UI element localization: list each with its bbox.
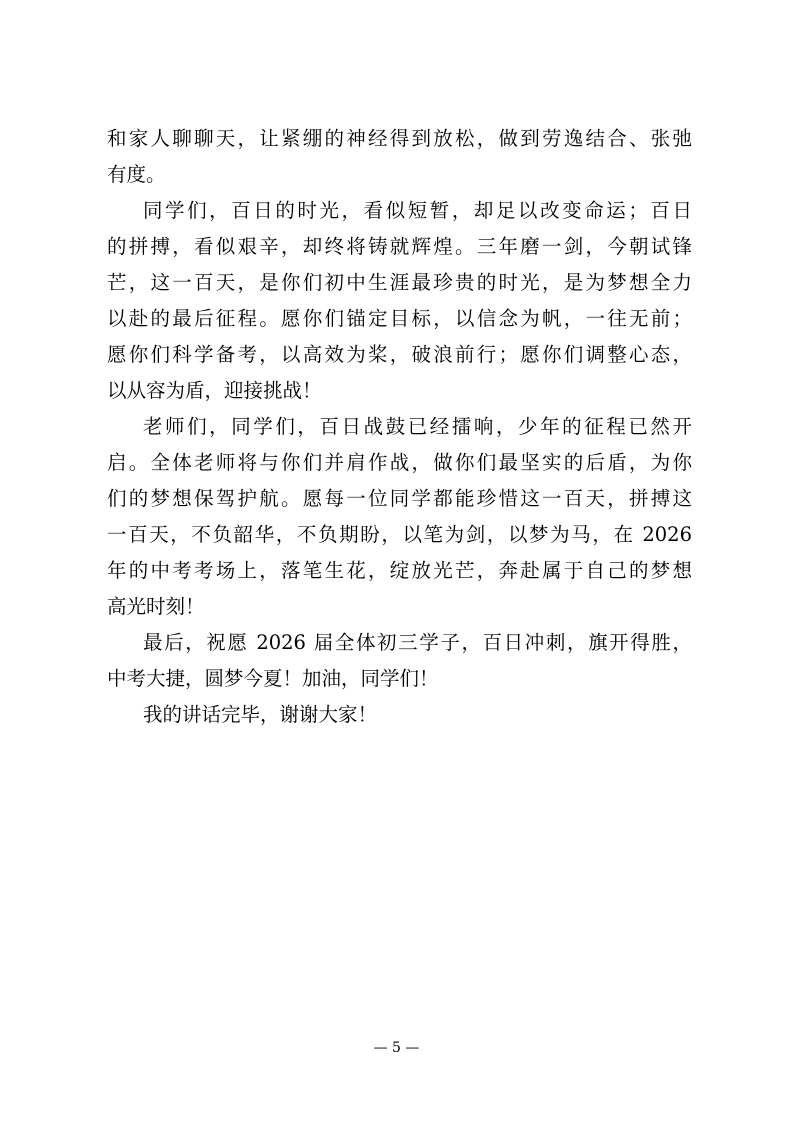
paragraph-3-line-1: 老师们，同学们，百日战鼓已经擂响，少年的征程已然开 [143,415,692,438]
paragraph-1-line-1: 和家人聊聊天，让紧绷的神经得到放松，做到劳逸结合、张弛 [107,127,692,150]
paragraph-2-line-4: 以赴的最后征程。愿你们锚定目标，以信念为帆，一往无前； [107,307,692,330]
paragraph-2-line-1: 同学们，百日的时光，看似短暂，却足以改变命运；百日 [143,199,692,222]
paragraph-5-line-1: 我的讲话完毕，谢谢大家！ [143,703,378,726]
paragraph-1-line-2: 有度。 [107,163,166,186]
paragraph-4-line-2: 中考大捷，圆梦今夏！加油，同学们！ [107,667,439,690]
paragraph-2-line-3: 芒，这一百天，是你们初中生涯最珍贵的时光，是为梦想全力 [107,271,692,294]
paragraph-3-line-3: 们的梦想保驾护航。愿每一位同学都能珍惜这一百天，拼搏这 [107,487,692,510]
paragraph-4-line-1: 最后，祝愿 2026 届全体初三学子，百日冲刺，旗开得胜， [143,631,692,654]
page-number: — 5 — [373,1040,420,1056]
paragraph-3-line-4: 一百天，不负韶华，不负期盼，以笔为剑，以梦为马，在 2026 [107,523,692,546]
paragraph-3-line-6: 高光时刻！ [107,595,205,618]
paragraph-3-line-5: 年的中考考场上，落笔生花，绽放光芒，奔赴属于自己的梦想 [107,559,692,582]
paragraph-3-line-2: 启。全体老师将与你们并肩作战，做你们最坚实的后盾，为你 [107,451,692,474]
paragraph-2-line-2: 的拼搏，看似艰辛，却终将铸就辉煌。三年磨一剑，今朝试锋 [107,235,692,258]
paragraph-2-line-6: 以从容为盾，迎接挑战！ [107,379,322,402]
paragraph-2-line-5: 愿你们科学备考，以高效为桨，破浪前行；愿你们调整心态， [107,343,692,366]
